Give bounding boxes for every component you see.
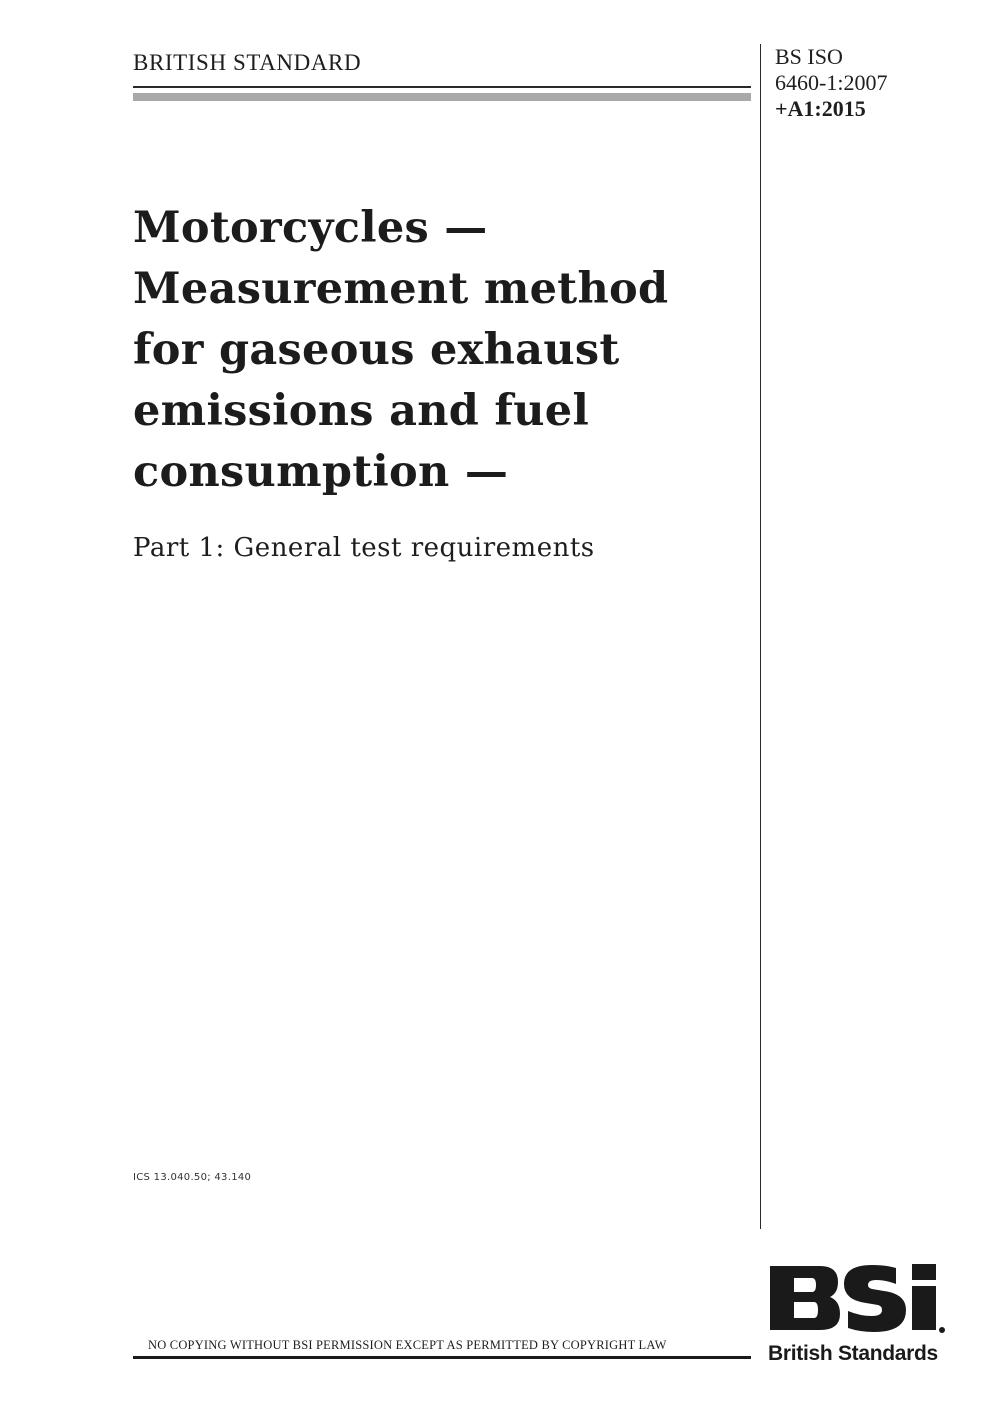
title-line: consumption — [133, 447, 509, 497]
header-rule-thick [133, 93, 751, 101]
bsi-logo-caption: British Standards [768, 1342, 938, 1365]
ics-code: ICS 13.040.50; 43.140 [133, 1172, 252, 1183]
standard-number [775, 44, 887, 122]
title-line: Measurement method [133, 264, 669, 314]
title-line: emissions and fuel [133, 386, 590, 436]
standard-number-line-2: 6460-1:2007 [775, 70, 888, 95]
document-subtitle: Part 1: General test requirements [133, 533, 595, 563]
bsi-logo-mark [768, 1262, 946, 1340]
document-type-label: BRITISH STANDARD [133, 50, 362, 75]
copyright-notice: NO COPYING WITHOUT BSI PERMISSION EXCEPT AS PERMITTED BY COPYRIGHT LAW [148, 1338, 667, 1352]
vertical-divider [760, 44, 761, 1229]
document-title [133, 198, 753, 503]
footer-rule [133, 1356, 751, 1359]
standard-number-line-1: BS ISO [775, 44, 843, 69]
standard-amendment: +A1:2015 [775, 96, 866, 121]
title-line: for gaseous exhaust [133, 325, 620, 375]
header-rule-thin [133, 86, 751, 88]
title-line: Motorcycles — [133, 203, 488, 253]
bsi-logo [768, 1262, 946, 1340]
